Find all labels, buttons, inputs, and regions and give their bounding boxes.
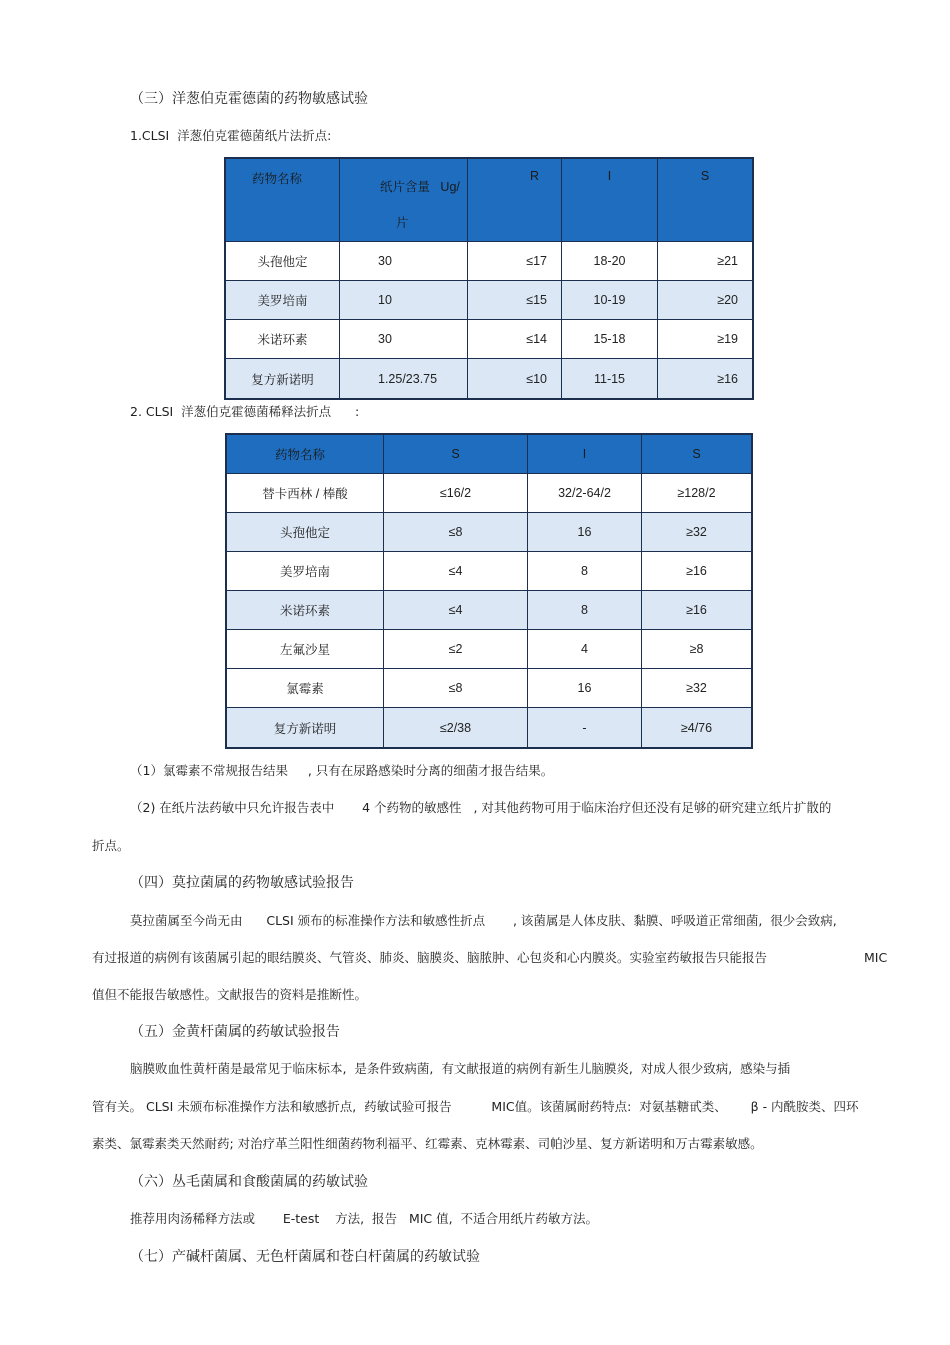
drug-cell: 米诺环素 xyxy=(227,591,384,630)
disk-breakpoint-table xyxy=(224,157,754,400)
dilution-method-subtitle: 2. CLSI 洋葱伯克霍德菌稀释法折点 : xyxy=(130,404,360,419)
note-1: （1）氯霉素不常规报告结果 , 只有在尿路感染时分离的细菌才报告结果。 xyxy=(130,763,554,778)
dilution-breakpoint-table xyxy=(225,433,753,749)
table-row xyxy=(226,320,752,359)
header-i: I xyxy=(528,435,642,474)
section-3-title: （三）洋葱伯克霍德菌的药物敏感试验 xyxy=(130,91,368,107)
drug-cell: 米诺环素 xyxy=(226,320,340,359)
header-i: I xyxy=(562,159,658,242)
table-row xyxy=(226,281,752,320)
section-5-paragraph-line-1: 脑膜败血性黄杆菌是最常见于临床标本, 是条件致病菌, 有文献报道的病例有新生儿脑膜炎, 对成人很少致病, 感染与插 xyxy=(130,1061,791,1076)
section-7-title: （七）产碱杆菌属、无色杆菌属和苍白杆菌属的药敏试验 xyxy=(130,1249,480,1265)
s-cell: ≥4/76 xyxy=(680,720,713,735)
i-cell: - xyxy=(528,708,642,747)
drug-cell: 复方新诺明 xyxy=(226,359,340,398)
drug-cell: 替卡西林 / 棒酸 xyxy=(227,474,384,513)
disk-content-cell: 1.25/23.75 xyxy=(340,359,468,398)
drug-cell: 左氟沙星 xyxy=(227,630,384,669)
i-cell: 16 xyxy=(528,669,642,708)
s-cell: ≥16 xyxy=(642,591,751,630)
table-row xyxy=(227,474,751,513)
i-cell: 8 xyxy=(528,552,642,591)
s-cell: ≥16 xyxy=(642,552,751,591)
table-header-row xyxy=(227,435,751,474)
section-4-title: （四）莫拉菌属的药物敏感试验报告 xyxy=(130,875,354,891)
table-row xyxy=(227,513,751,552)
drug-cell: 头孢他定 xyxy=(227,513,384,552)
table-row xyxy=(227,630,751,669)
table-row xyxy=(227,591,751,630)
header-s: S xyxy=(642,435,751,474)
r-cell: ≤17 xyxy=(468,242,562,281)
s-cell: ≥20 xyxy=(658,281,752,320)
drug-cell: 头孢他定 xyxy=(226,242,340,281)
s-cell: ≥32 xyxy=(642,669,751,708)
disk-method-subtitle: 1.CLSI 洋葱伯克霍德菌纸片法折点: xyxy=(130,128,332,143)
header-drug-name: 药物名称 xyxy=(226,159,340,242)
table-row xyxy=(226,359,752,398)
table-row xyxy=(227,669,751,708)
disk-content-cell: 30 xyxy=(340,242,468,281)
s-cell: ≥8 xyxy=(642,630,751,669)
section-6-paragraph: 推荐用肉汤稀释方法或 E-test 方法, 报告 MIC 值, 不适合用纸片药敏方法。 xyxy=(130,1211,599,1226)
table-row xyxy=(227,708,751,747)
table-row xyxy=(227,552,751,591)
table-header-row xyxy=(226,159,752,242)
i-cell: 10-19 xyxy=(562,281,658,320)
header-r: R xyxy=(468,159,562,242)
section-4-paragraph-line-3: 值但不能报告敏感性。文献报告的资料是推断性。 xyxy=(92,987,368,1002)
drug-cell: 复方新诺明 xyxy=(227,708,384,747)
drug-cell: 美罗培南 xyxy=(226,281,340,320)
note-2: （2) 在纸片法药敏中只允许报告表中 4 个药物的敏感性 , 对其他药物可用于临床治疗但还没有足够的研究建立纸片扩散的 xyxy=(130,800,832,815)
s-cell: ≥21 xyxy=(658,242,752,281)
drug-cell: 美罗培南 xyxy=(227,552,384,591)
s-cell: ≥128/2 xyxy=(642,474,751,513)
i-cell: 11-15 xyxy=(562,359,658,398)
s-cell: ≤16/2 xyxy=(384,474,528,513)
s-cell: ≤8 xyxy=(384,669,528,708)
disk-content-cell: 10 xyxy=(340,281,468,320)
r-cell: ≤10 xyxy=(468,359,562,398)
section-5-paragraph-line-3: 素类、氯霉素类天然耐药; 对治疗革兰阳性细菌药物利福平、红霉素、克林霉素、司帕沙星、复方新诺明和万古霉素敏感。 xyxy=(92,1136,763,1151)
section-4-paragraph-line-2-tail: MIC xyxy=(864,950,888,965)
s-cell: ≥16 xyxy=(717,371,738,386)
s-cell: ≥32 xyxy=(642,513,751,552)
i-cell: 18-20 xyxy=(562,242,658,281)
header-s: S xyxy=(658,159,752,242)
table-row xyxy=(226,242,752,281)
header-s: S xyxy=(384,435,528,474)
header-disk-content: 纸片含量 Ug/ 片 xyxy=(340,159,468,242)
header-drug-name: 药物名称 xyxy=(227,435,384,474)
i-cell: 15-18 xyxy=(562,320,658,359)
i-cell: 8 xyxy=(528,591,642,630)
section-4-paragraph-line-2: 有过报道的病例有该菌属引起的眼结膜炎、气管炎、肺炎、脑膜炎、脑脓肿、心包炎和心内膜炎。实验室药敏报告只能报告 xyxy=(92,950,768,965)
r-cell: ≤14 xyxy=(468,320,562,359)
i-cell: 32/2-64/2 xyxy=(528,474,642,513)
s-cell: ≤2/38 xyxy=(384,708,528,747)
section-6-title: （六）丛毛菌属和食酸菌属的药敏试验 xyxy=(130,1174,368,1190)
disk-content-cell: 30 xyxy=(340,320,468,359)
s-cell: ≤2 xyxy=(384,630,528,669)
i-cell: 4 xyxy=(528,630,642,669)
note-2-continued: 折点。 xyxy=(92,838,130,853)
i-cell: 16 xyxy=(528,513,642,552)
section-4-paragraph-line-1: 莫拉菌属至今尚无由 CLSI 颁布的标准操作方法和敏感性折点 , 该菌属是人体皮肤、黏膜、呼吸道正常细菌, 很少会致病, xyxy=(130,913,837,928)
s-cell: ≤4 xyxy=(384,552,528,591)
r-cell: ≤15 xyxy=(468,281,562,320)
section-5-paragraph-line-2: 管有关。 CLSI 未颁布标准操作方法和敏感折点, 药敏试验可报告 MIC值。该菌属耐药特点: 对氨基糖甙类、 β - 内酰胺类、四环 xyxy=(92,1099,859,1114)
s-cell: ≤4 xyxy=(384,591,528,630)
s-cell: ≥19 xyxy=(658,320,752,359)
section-5-title: （五）金黄杆菌属的药敏试验报告 xyxy=(130,1024,340,1040)
s-cell: ≤8 xyxy=(384,513,528,552)
drug-cell: 氯霉素 xyxy=(227,669,384,708)
